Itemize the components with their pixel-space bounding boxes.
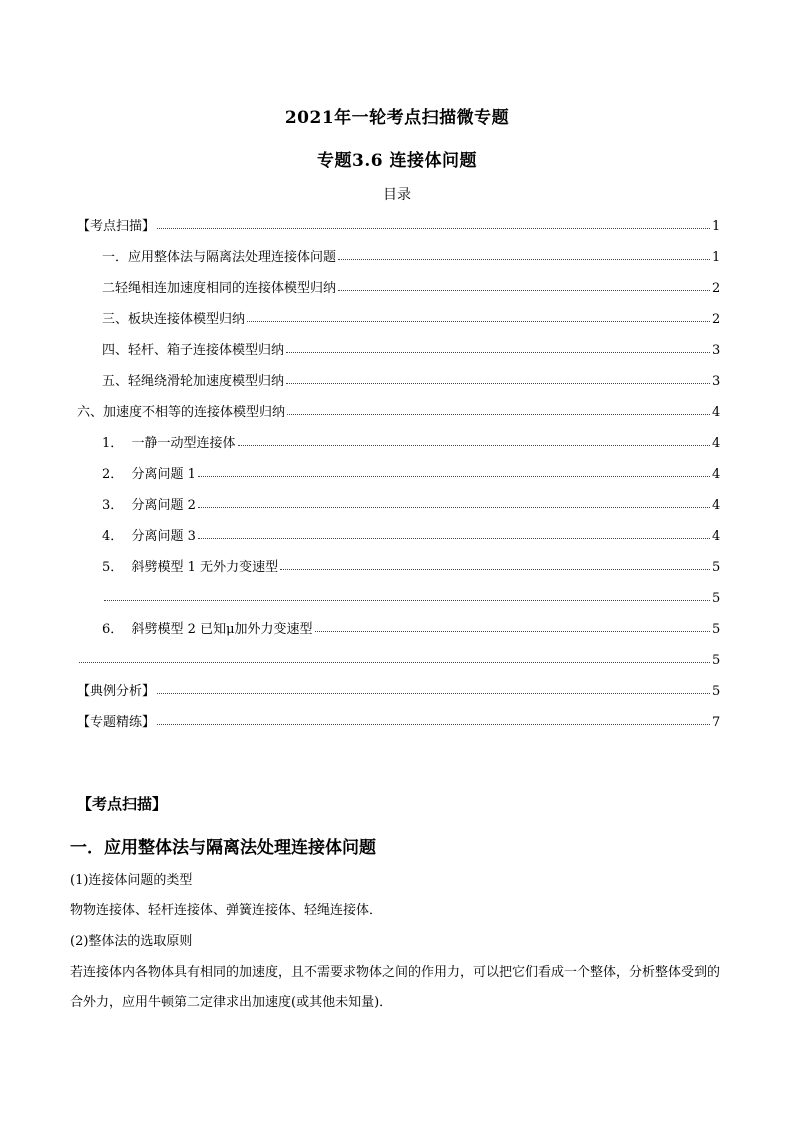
toc-entry-label: 六、加速度不相等的连接体模型归纳 xyxy=(77,405,286,420)
toc-leader-dots xyxy=(238,445,710,446)
toc-leader-dots xyxy=(198,507,710,508)
toc-leader-dots xyxy=(315,631,710,632)
toc-entry-page: 4 xyxy=(712,498,721,513)
toc-entry-label: 三、板块连接体模型归纳 xyxy=(102,312,246,327)
toc-entry-section-3[interactable] xyxy=(102,305,720,327)
section-heading: 【考点扫描】 xyxy=(77,795,168,813)
toc-leader-dots xyxy=(286,352,710,353)
toc-leader-dots xyxy=(338,259,710,260)
section-title: 一．应用整体法与隔离法处理连接体问题 xyxy=(70,838,376,858)
toc-leader-dots xyxy=(286,383,710,384)
toc-leader-dots xyxy=(338,290,710,291)
toc-entry-blank-1[interactable] xyxy=(102,584,720,606)
toc-entry-page: 5 xyxy=(712,591,721,606)
paragraph-principle-body: 若连接体内各物体具有相同的加速度，且不需要求物体之间的作用力，可以把它们看成一个整体，分析整体受到的合外力，应用牛顿第二定律求出加速度(或其他未知量)． xyxy=(70,965,721,1010)
toc-entry-sub-6[interactable] xyxy=(102,615,720,637)
document-title: 2021年一轮考点扫描微专题 xyxy=(284,108,510,128)
toc-entry-sub-4[interactable] xyxy=(102,522,720,544)
toc-entry-label: 3． 分离问题 2 xyxy=(102,498,196,513)
toc-entry-page: 4 xyxy=(712,436,721,451)
toc-entry-page: 5 xyxy=(712,560,721,575)
toc-entry-label: 一．应用整体法与隔离法处理连接体问题 xyxy=(102,250,337,265)
toc-entry-label: 二轻绳相连加速度相同的连接体模型归纳 xyxy=(102,281,337,296)
toc-entry-section-2[interactable] xyxy=(102,274,720,296)
toc-entry-sub-5[interactable] xyxy=(102,553,720,575)
toc-entry-label: 五、轻绳绕滑轮加速度模型归纳 xyxy=(102,374,285,389)
toc-entry-page: 3 xyxy=(712,343,721,358)
toc-entry-section-4[interactable] xyxy=(102,336,720,358)
paragraph-type-heading: (1)连接体问题的类型 xyxy=(70,873,193,888)
toc-entry-jinglian[interactable] xyxy=(77,708,720,730)
toc-entry-section-1[interactable] xyxy=(102,243,720,265)
toc-leader-dots xyxy=(198,476,710,477)
toc-leader-dots xyxy=(198,538,710,539)
toc-entry-dianli[interactable] xyxy=(77,677,720,699)
toc-entry-page: 4 xyxy=(712,405,721,420)
toc-entry-blank-2[interactable] xyxy=(77,646,720,668)
toc-leader-dots xyxy=(280,569,710,570)
toc-leader-dots xyxy=(157,724,710,725)
toc-entry-page: 5 xyxy=(712,622,721,637)
toc-entry-label: 【专题精练】 xyxy=(77,715,156,730)
toc-entry-label: 6． 斜劈模型 2 已知μ加外力变速型 xyxy=(102,622,313,637)
toc-leader-dots xyxy=(287,414,710,415)
toc-heading: 目录 xyxy=(383,187,411,203)
toc-entry-label: 【典例分析】 xyxy=(77,684,156,699)
toc-leader-dots xyxy=(157,228,710,229)
toc-entry-label: 【考点扫描】 xyxy=(77,219,156,234)
toc-entry-label: 4． 分离问题 3 xyxy=(102,529,196,544)
toc-entry-sub-3[interactable] xyxy=(102,491,720,513)
toc-entry-sub-2[interactable] xyxy=(102,460,720,482)
toc-entry-page: 2 xyxy=(712,312,721,327)
toc-entry-label: 1． 一静一动型连接体 xyxy=(102,436,236,451)
toc-leader-dots xyxy=(157,693,710,694)
document-subtitle: 专题3.6 连接体问题 xyxy=(317,151,477,171)
toc-entry-page: 1 xyxy=(712,250,721,265)
toc-entry-sub-1[interactable] xyxy=(102,429,720,451)
toc-entry-page: 2 xyxy=(712,281,721,296)
toc-entry-page: 4 xyxy=(712,467,721,482)
toc-entry-label: 5． 斜劈模型 1 无外力变速型 xyxy=(102,560,279,575)
toc-leader-dots xyxy=(104,600,710,601)
toc-entry-page: 4 xyxy=(712,529,721,544)
toc-leader-dots xyxy=(79,662,710,663)
toc-entry-label: 2． 分离问题 1 xyxy=(102,467,196,482)
toc-entry-section-5[interactable] xyxy=(102,367,720,389)
toc-entry-section-6[interactable] xyxy=(77,398,720,420)
toc-entry-page: 3 xyxy=(712,374,721,389)
toc-entry-page: 1 xyxy=(712,219,721,234)
toc-entry-page: 7 xyxy=(712,715,721,730)
toc-entry-kaodian[interactable] xyxy=(77,212,720,234)
toc-leader-dots xyxy=(247,321,710,322)
toc-entry-label: 四、轻杆、箱子连接体模型归纳 xyxy=(102,343,285,358)
paragraph-type-list: 物物连接体、轻杆连接体、弹簧连接体、轻绳连接体． xyxy=(70,903,383,918)
paragraph-principle-heading: (2)整体法的选取原则 xyxy=(70,934,193,949)
toc-entry-page: 5 xyxy=(712,653,721,668)
toc-entry-page: 5 xyxy=(712,684,721,699)
